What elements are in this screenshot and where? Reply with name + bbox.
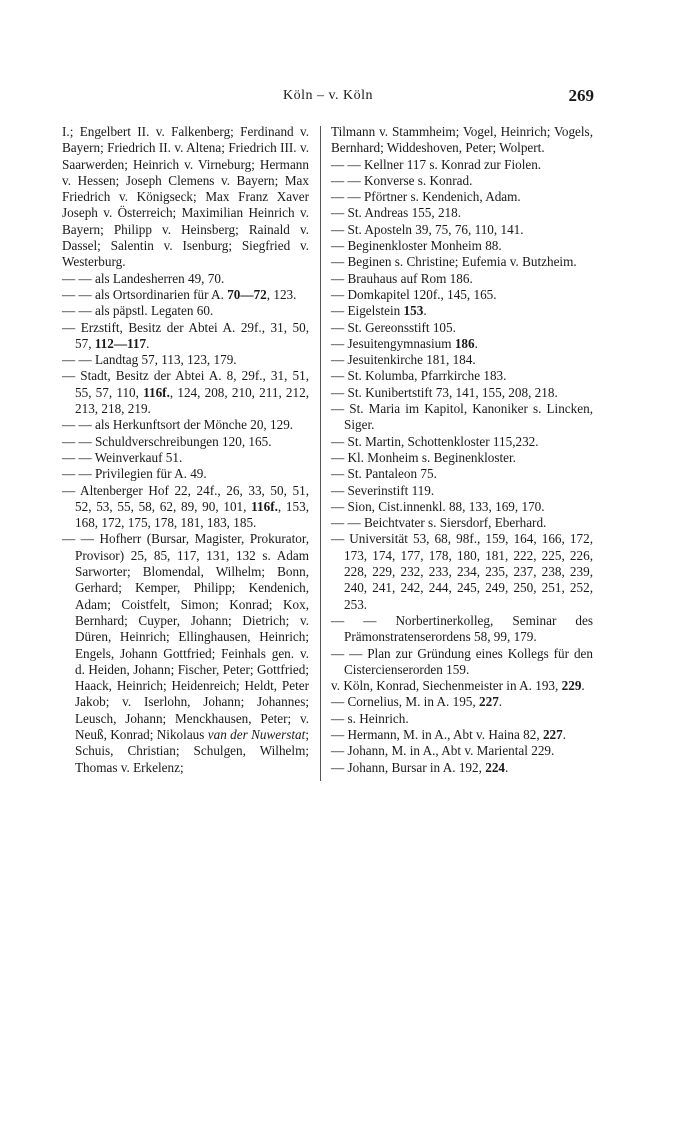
index-entry: — Altenberger Hof 22, 24f., 26, 33, 50, 51, 52, 53, 55, 58, 62, 89, 90, 101, 116f., 153, 168, 172, 175, 178, 181, 183, 185. <box>62 482 310 531</box>
index-entry: — — Schuldverschreibungen 120, 165. <box>62 433 272 449</box>
index-entry: — Severinstift 119. <box>331 482 435 498</box>
index-entry: — — als Landesherren 49, 70. <box>62 270 225 286</box>
index-entry: — Brauhaus auf Rom 186. <box>331 270 473 286</box>
index-entry: — Kl. Monheim s. Beginenkloster. <box>331 449 516 465</box>
index-entry: — Johann, Bursar in A. 192, 224. <box>331 759 509 775</box>
index-entry: — Beginen s. Christine; Eufemia v. Butzheim. <box>331 254 577 270</box>
index-entry: — — Landtag 57, 113, 123, 179. <box>62 352 237 368</box>
index-entry: — — Norbertinerkolleg, Seminar des Prämonstratenserordens 58, 99, 179. <box>331 612 593 645</box>
index-entry: — St. Andreas 155, 218. <box>331 205 462 221</box>
page-number: 269 <box>568 86 594 105</box>
index-entry: — Eigelstein 153. <box>331 303 427 319</box>
index-entry: — — Beichtvater s. Siersdorf, Eberhard. <box>331 515 547 531</box>
index-entry: — Sion, Cist.innenkl. 88, 133, 169, 170. <box>331 498 545 514</box>
index-entry: — — als Herkunftsort der Mönche 20, 129. <box>62 417 294 433</box>
index-entry: I.; Engelbert II. v. Falkenberg; Ferdinand v. Bayern; Friedrich II. v. Altena; Friedrich III. v. Saarwerden; Heinrich v. Virneburg; Hermann v. Hessen; Joseph Clemens v. Bayern; Max Friedrich v. Königseck; Max Franz Xaver Joseph v. Österreich; Maximilian Heinrich v. Bayern; Philipp v. Heinsberg; Rainald v. Dassel; Salentin v. Isenburg; Siegfried v. Westerburg. <box>62 124 309 270</box>
index-entry: — s. Heinrich. <box>331 710 409 726</box>
index-entry: — — Kellner 117 s. Konrad zur Fiolen. <box>331 156 542 172</box>
index-entry: — — als Ortsordinarien für A. 70—72, 123. <box>62 286 297 302</box>
index-entry: — Domkapitel 120f., 145, 165. <box>331 286 497 302</box>
index-column-right <box>331 124 593 776</box>
running-head: Köln – v. Köln <box>282 88 374 103</box>
index-entry: — Beginenkloster Monheim 88. <box>331 238 502 254</box>
index-entry: — — Hofherr (Bursar, Magister, Prokurator, Provisor) 25, 85, 117, 131, 132 s. Adam Sarworter; Blomendal, Wilhelm; Bonn, Gerhard; Kemper, Philipp; Kendenich, Adam; Coistfelt, Simon; Konrad; Kox, Bernhard; Cuyper, Johann; Dietrich; v. Düren, Heinrich; Ellinghausen, Heinrich; Engels, Johann Gottfried; Feinhals gen. v. d. Heiden, Johann; Fischer, Peter; Gottfried; Haack, Heinrich; Heidenreich; Heldt, Peter Jakob; v. Iserlohn, Johann; Johannes; Leusch, Johann; Menckhausen, Peter; v. Neuß, Konrad; Nikolaus van der Nuwerstat; Schuis, Christian; Schulgen, Wilhelm; Thomas v. Erkelenz; <box>62 531 309 775</box>
index-entry: — — Weinverkauf 51. <box>62 449 183 465</box>
index-entry: — St. Martin, Schottenkloster 115,232. <box>331 433 539 449</box>
page-header <box>62 86 594 110</box>
index-entry: — Hermann, M. in A., Abt v. Haina 82, 227. <box>331 726 567 742</box>
index-entry: — Jesuitenkirche 181, 184. <box>331 352 476 368</box>
index-entry: — — Plan zur Gründung eines Kollegs für den Cistercienserorden 159. <box>331 645 593 677</box>
index-entry: — Universität 53, 68, 98f., 159, 164, 166, 172, 173, 174, 177, 178, 180, 181, 222, 225, 226, 228, 229, 232, 233, 234, 235, 237, 238, 239, 240, 241, 242, 244, 245, 249, 250, 251, 252, 253. <box>331 531 593 612</box>
index-entry: — Johann, M. in A., Abt v. Mariental 229. <box>331 743 555 759</box>
index-entry: — — Privilegien für A. 49. <box>62 466 207 482</box>
index-entry: — — Pförtner s. Kendenich, Adam. <box>331 189 521 205</box>
index-entry: — — Konverse s. Konrad. <box>331 172 473 188</box>
index-entry: — St. Aposteln 39, 75, 76, 110, 141. <box>331 221 524 237</box>
index-entry: — Erzstift, Besitz der Abtei A. 29f., 31, 50, 57, 112—117. <box>62 319 309 351</box>
column-divider <box>320 126 321 781</box>
index-entry: v. Köln, Konrad, Siechenmeister in A. 193, 229. <box>331 678 585 694</box>
index-entry: — St. Kolumba, Pfarrkirche 183. <box>331 368 507 384</box>
index-entry: — Cornelius, M. in A. 195, 227. <box>331 694 503 710</box>
index-column-left <box>62 124 309 776</box>
index-entry: — — als päpstl. Legaten 60. <box>62 303 214 319</box>
index-entry: — St. Kunibertstift 73, 141, 155, 208, 218. <box>331 384 558 400</box>
index-entry: Tilmann v. Stammheim; Vogel, Heinrich; Vogels, Bernhard; Widdeshoven, Peter; Wolpert. <box>331 124 593 156</box>
index-entry: — St. Maria im Kapitol, Kanoniker s. Lincken, Siger. <box>331 401 593 433</box>
index-entry: — Jesuitengymnasium 186. <box>331 335 478 351</box>
index-entry: — St. Gereonsstift 105. <box>331 319 456 335</box>
index-entry: — Stadt, Besitz der Abtei A. 8, 29f., 31, 51, 55, 57, 110, 116f., 124, 208, 210, 211, 212, 213, 218, 219. <box>62 368 310 417</box>
index-entry: — St. Pantaleon 75. <box>331 466 437 482</box>
